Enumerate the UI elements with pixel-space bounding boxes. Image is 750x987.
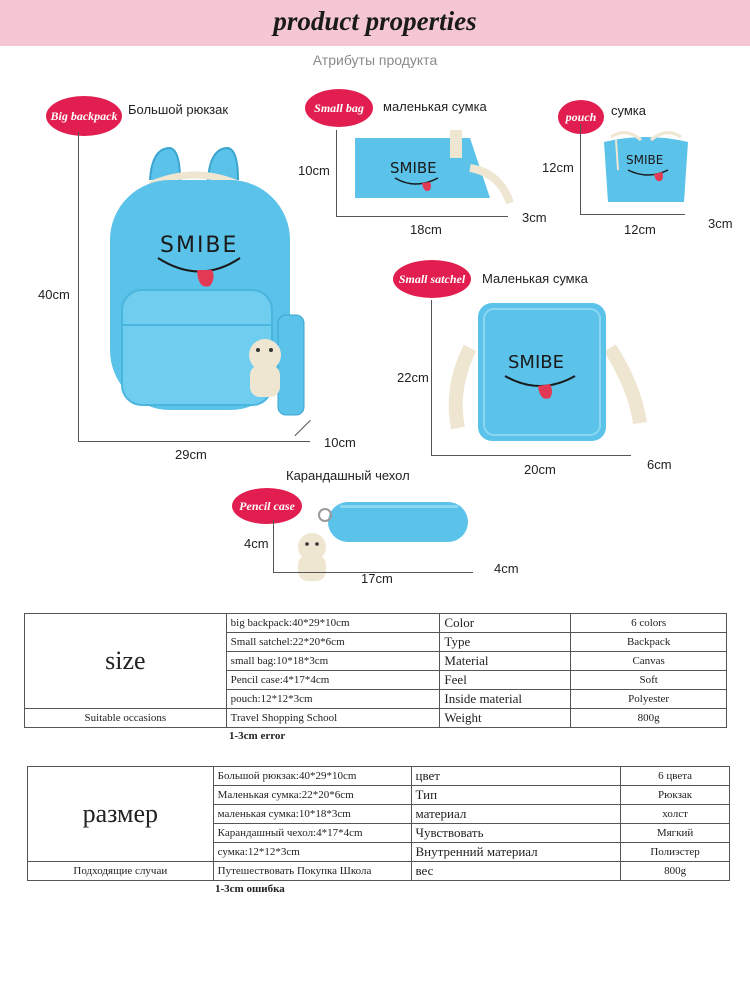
- page-subtitle: Атрибуты продукта: [312, 52, 438, 68]
- attribute-value: 800g: [571, 709, 727, 728]
- badge-pencil-case: Pencil case: [232, 488, 302, 524]
- attribute-name: Weight: [440, 709, 571, 728]
- dim-small-bag-depth: 3cm: [522, 210, 547, 225]
- label-big-backpack-ru: Большой рюкзак: [128, 102, 229, 117]
- dim-line-pencil-case-height: [273, 520, 274, 572]
- dim-pencil-case-height: 4cm: [244, 536, 269, 551]
- big-backpack-image: [100, 140, 320, 430]
- attribute-value: холст: [621, 805, 730, 824]
- dim-pencil-case-depth: 4cm: [494, 561, 519, 576]
- size-cell: Small satchel:22*20*6cm: [226, 633, 440, 652]
- pouch-image: [596, 122, 696, 212]
- occasions-value: Travel Shopping School: [226, 709, 440, 728]
- dim-small-satchel-depth: 6cm: [647, 457, 672, 472]
- dim-big-backpack-height: 40cm: [38, 287, 70, 302]
- spec-table-ru: [27, 766, 730, 881]
- size-cell: Большой рюкзак:40*29*10cm: [213, 767, 411, 786]
- label-small-satchel-ru: Маленькая сумка: [482, 271, 588, 286]
- badge-small-bag: Small bag: [305, 89, 373, 127]
- table-row: [25, 614, 727, 633]
- error-note-ru: 1-3cm ошибка: [215, 883, 285, 895]
- badge-small-satchel: Small satchel: [393, 260, 471, 298]
- attribute-name: Feel: [440, 671, 571, 690]
- dim-pouch-width: 12cm: [624, 222, 656, 237]
- size-cell: small bag:10*18*3cm: [226, 652, 440, 671]
- attribute-value: 800g: [621, 862, 730, 881]
- dim-line-small-bag-width: [336, 216, 508, 217]
- occasions-label: Suitable occasions: [25, 709, 227, 728]
- dim-line-big-backpack-height: [78, 132, 79, 442]
- badge-big-backpack: Big backpack: [46, 96, 122, 136]
- pouch-logo: SMIBE: [626, 153, 664, 167]
- dim-line-small-satchel-width: [431, 455, 631, 456]
- size-heading: size: [25, 614, 227, 709]
- attribute-name: вес: [411, 862, 621, 881]
- dim-small-bag-width: 18cm: [410, 222, 442, 237]
- attribute-name: материал: [411, 805, 621, 824]
- dim-pencil-case-width: 17cm: [361, 571, 393, 586]
- dim-pouch-height: 12cm: [542, 160, 574, 175]
- dim-big-backpack-width: 29cm: [175, 447, 207, 462]
- attribute-value: Мягкий: [621, 824, 730, 843]
- attribute-name: Тип: [411, 786, 621, 805]
- size-cell: pouch:12*12*3cm: [226, 690, 440, 709]
- attribute-name: Чувствовать: [411, 824, 621, 843]
- table-row: [28, 862, 730, 881]
- size-cell: big backpack:40*29*10cm: [226, 614, 440, 633]
- attribute-value: 6 цвета: [621, 767, 730, 786]
- dim-line-big-backpack-width: [78, 441, 310, 442]
- size-cell: сумка:12*12*3cm: [213, 843, 411, 862]
- attribute-name: Material: [440, 652, 571, 671]
- small-bag-logo: SMIBE: [390, 159, 437, 177]
- error-note-en: 1-3cm error: [229, 730, 286, 742]
- label-pouch-ru: сумка: [611, 103, 646, 118]
- dim-big-backpack-depth: 10cm: [324, 435, 356, 450]
- small-bag-image: [350, 128, 520, 208]
- attribute-value: Canvas: [571, 652, 727, 671]
- attribute-value: Polyester: [571, 690, 727, 709]
- dim-line-small-bag-height: [336, 130, 337, 216]
- spec-table-en: [24, 613, 727, 728]
- size-cell: Карандашный чехол:4*17*4cm: [213, 824, 411, 843]
- size-heading: размер: [28, 767, 214, 862]
- attribute-value: Backpack: [571, 633, 727, 652]
- attribute-value: 6 colors: [571, 614, 727, 633]
- small-satchel-image: [440, 298, 650, 448]
- attribute-name: цвет: [411, 767, 621, 786]
- dim-small-bag-height: 10cm: [298, 163, 330, 178]
- label-small-bag-ru: маленькая сумка: [383, 99, 487, 114]
- size-cell: Pencil case:4*17*4cm: [226, 671, 440, 690]
- badge-pouch: pouch: [558, 100, 604, 134]
- occasions-label: Подходящие случаи: [28, 862, 214, 881]
- label-pencil-case-ru: Карандашный чехол: [286, 468, 410, 483]
- occasions-value: Путешествовать Покупка Школа: [213, 862, 411, 881]
- dim-pouch-depth: 3cm: [708, 216, 733, 231]
- big-backpack-logo: SMIBE: [160, 233, 239, 258]
- attribute-value: Рюкзак: [621, 786, 730, 805]
- dim-small-satchel-height: 22cm: [397, 370, 429, 385]
- dim-line-pouch-width: [580, 214, 685, 215]
- attribute-name: Type: [440, 633, 571, 652]
- dim-line-pouch-height: [580, 124, 581, 214]
- size-cell: маленькая сумка:10*18*3cm: [213, 805, 411, 824]
- table-row: [28, 767, 730, 786]
- attribute-value: Полиэстер: [621, 843, 730, 862]
- dim-line-small-satchel-height: [431, 300, 432, 455]
- attribute-value: Soft: [571, 671, 727, 690]
- attribute-name: Inside material: [440, 690, 571, 709]
- size-cell: Маленькая сумка:22*20*6cm: [213, 786, 411, 805]
- attribute-name: Color: [440, 614, 571, 633]
- attribute-name: Внутренний материал: [411, 843, 621, 862]
- page-title: product properties: [273, 6, 477, 36]
- table-row: [25, 709, 727, 728]
- dim-small-satchel-width: 20cm: [524, 462, 556, 477]
- small-satchel-logo: SMIBE: [508, 352, 564, 373]
